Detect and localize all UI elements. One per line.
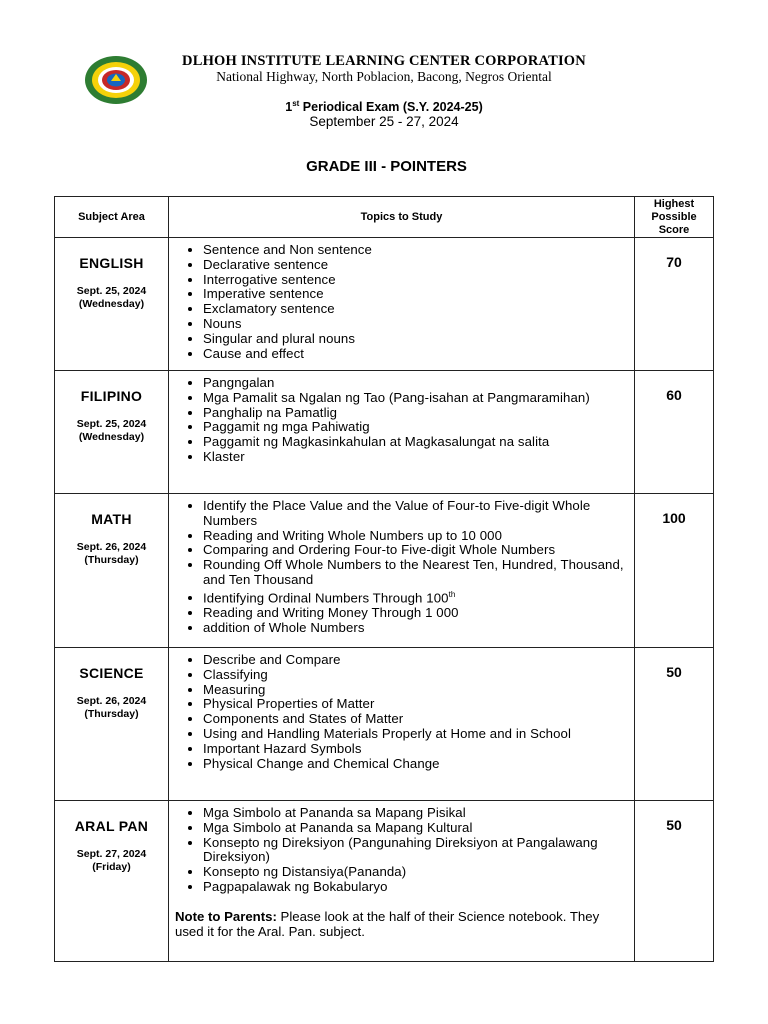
topic-item: • Klaster [203,450,628,465]
table-row [55,494,714,648]
topic-item: • Nouns [203,317,628,332]
topic-item: • Konsepto ng Distansiya(Pananda) [203,865,628,880]
topic-item: • Cause and effect [203,347,628,362]
topic-item: • Classifying [203,668,628,683]
topic-item: • Exclamatory sentence [203,302,628,317]
topic-item: • Interrogative sentence [203,273,628,288]
header-subject-area: Subject Area [55,197,169,238]
topic-item: • Paggamit ng mga Pahiwatig [203,420,628,435]
subject-name: MATH [91,511,132,527]
topic-item: • Describe and Compare [203,653,628,668]
exam-date: Sept. 25, 2024 (Wednesday) [76,285,147,310]
table-row [55,371,714,494]
exam-date: Sept. 27, 2024 (Friday) [76,848,147,873]
topic-item: • Paggamit ng Magkasinkahulan at Magkasalungat na salita [203,435,628,450]
topic-item: • Panghalip na Pamatlig [203,406,628,421]
topic-item: • Physical Properties of Matter [203,697,628,712]
topic-item: • Rounding Off Whole Numbers to the Nearest Ten, Hundred, Thousand, and Ten Thousand [203,558,628,588]
subject-cell [55,238,169,371]
exam-date: Sept. 26, 2024 (Thursday) [76,695,147,720]
topic-item: • Reading and Writing Money Through 1 000 [203,606,628,621]
institution-address: National Highway, North Poblacion, Bacong, Negros Oriental [216,69,552,84]
exam-date: Sept. 25, 2024 (Wednesday) [76,418,147,443]
score-cell: 70 [635,238,714,371]
subject-cell [55,494,169,648]
header-topics: Topics to Study [169,197,635,238]
topic-item: • Pangngalan [203,376,628,391]
topic-item: • Identifying Ordinal Numbers Through 100th [203,588,628,606]
topic-item: • Identify the Place Value and the Value of Four-to Five-digit Whole Numbers [203,499,628,529]
topic-item: • Konsepto ng Direksiyon (Pangunahing Direksiyon at Pangalawang Direksiyon) [203,836,628,866]
topic-item: • Reading and Writing Whole Numbers up to 10 000 [203,529,628,544]
topics-cell [169,494,635,648]
subject-name: ENGLISH [79,255,144,271]
topic-item: • Pagpapalawak ng Bokabularyo [203,880,628,895]
topic-item: • Important Hazard Symbols [203,742,628,757]
institution-name: DLHOH INSTITUTE LEARNING CENTER CORPORATION [182,53,586,69]
score-cell: 100 [635,494,714,648]
topics-cell [169,238,635,371]
subject-cell [55,648,169,801]
topic-item: • Declarative sentence [203,258,628,273]
topics-cell [169,648,635,801]
topic-item: • Mga Simbolo at Pananda sa Mapang Kultural [203,821,628,836]
header-highest-score: Highest Possible Score [635,197,714,238]
subject-name: SCIENCE [79,665,144,681]
topic-item: • Imperative sentence [203,287,628,302]
score-cell: 50 [635,648,714,801]
school-logo [84,55,148,105]
subject-name: ARAL PAN [74,818,149,834]
subject-cell [55,801,169,962]
topic-item: • Comparing and Ordering Four-to Five-digit Whole Numbers [203,543,628,558]
exam-date: Sept. 26, 2024 (Thursday) [76,541,147,566]
topic-item: • Sentence and Non sentence [203,243,628,258]
topic-item: • Using and Handling Materials Properly at Home and in School [203,727,628,742]
topic-item: • Mga Simbolo at Pananda sa Mapang Pisikal [203,806,628,821]
score-cell: 50 [635,801,714,962]
table-row [55,238,714,371]
topic-item: • Singular and plural nouns [203,332,628,347]
topic-item: • Physical Change and Chemical Change [203,757,628,772]
subject-name: FILIPINO [80,388,143,404]
exam-title: 1st Periodical Exam (S.Y. 2024-25) [285,99,483,115]
topic-item: • addition of Whole Numbers [203,621,628,636]
table-row [55,648,714,801]
topics-cell [169,371,635,494]
topic-item: • Components and States of Matter [203,712,628,727]
note-to-parents: Note to Parents: Please look at the half of their Science notebook. They used it for the Aral. Pan. subject. [175,908,600,939]
pointers-table [54,196,714,962]
score-cell: 60 [635,371,714,494]
table-header-row [55,197,714,238]
topic-item: • Mga Pamalit sa Ngalan ng Tao (Pang-isahan at Pangmaramihan) [203,391,628,406]
exam-dates: September 25 - 27, 2024 [309,114,459,129]
topics-cell [169,801,635,962]
subject-cell [55,371,169,494]
topic-item: • Measuring [203,683,628,698]
table-row [55,801,714,962]
grade-title: GRADE III - POINTERS [306,158,467,175]
